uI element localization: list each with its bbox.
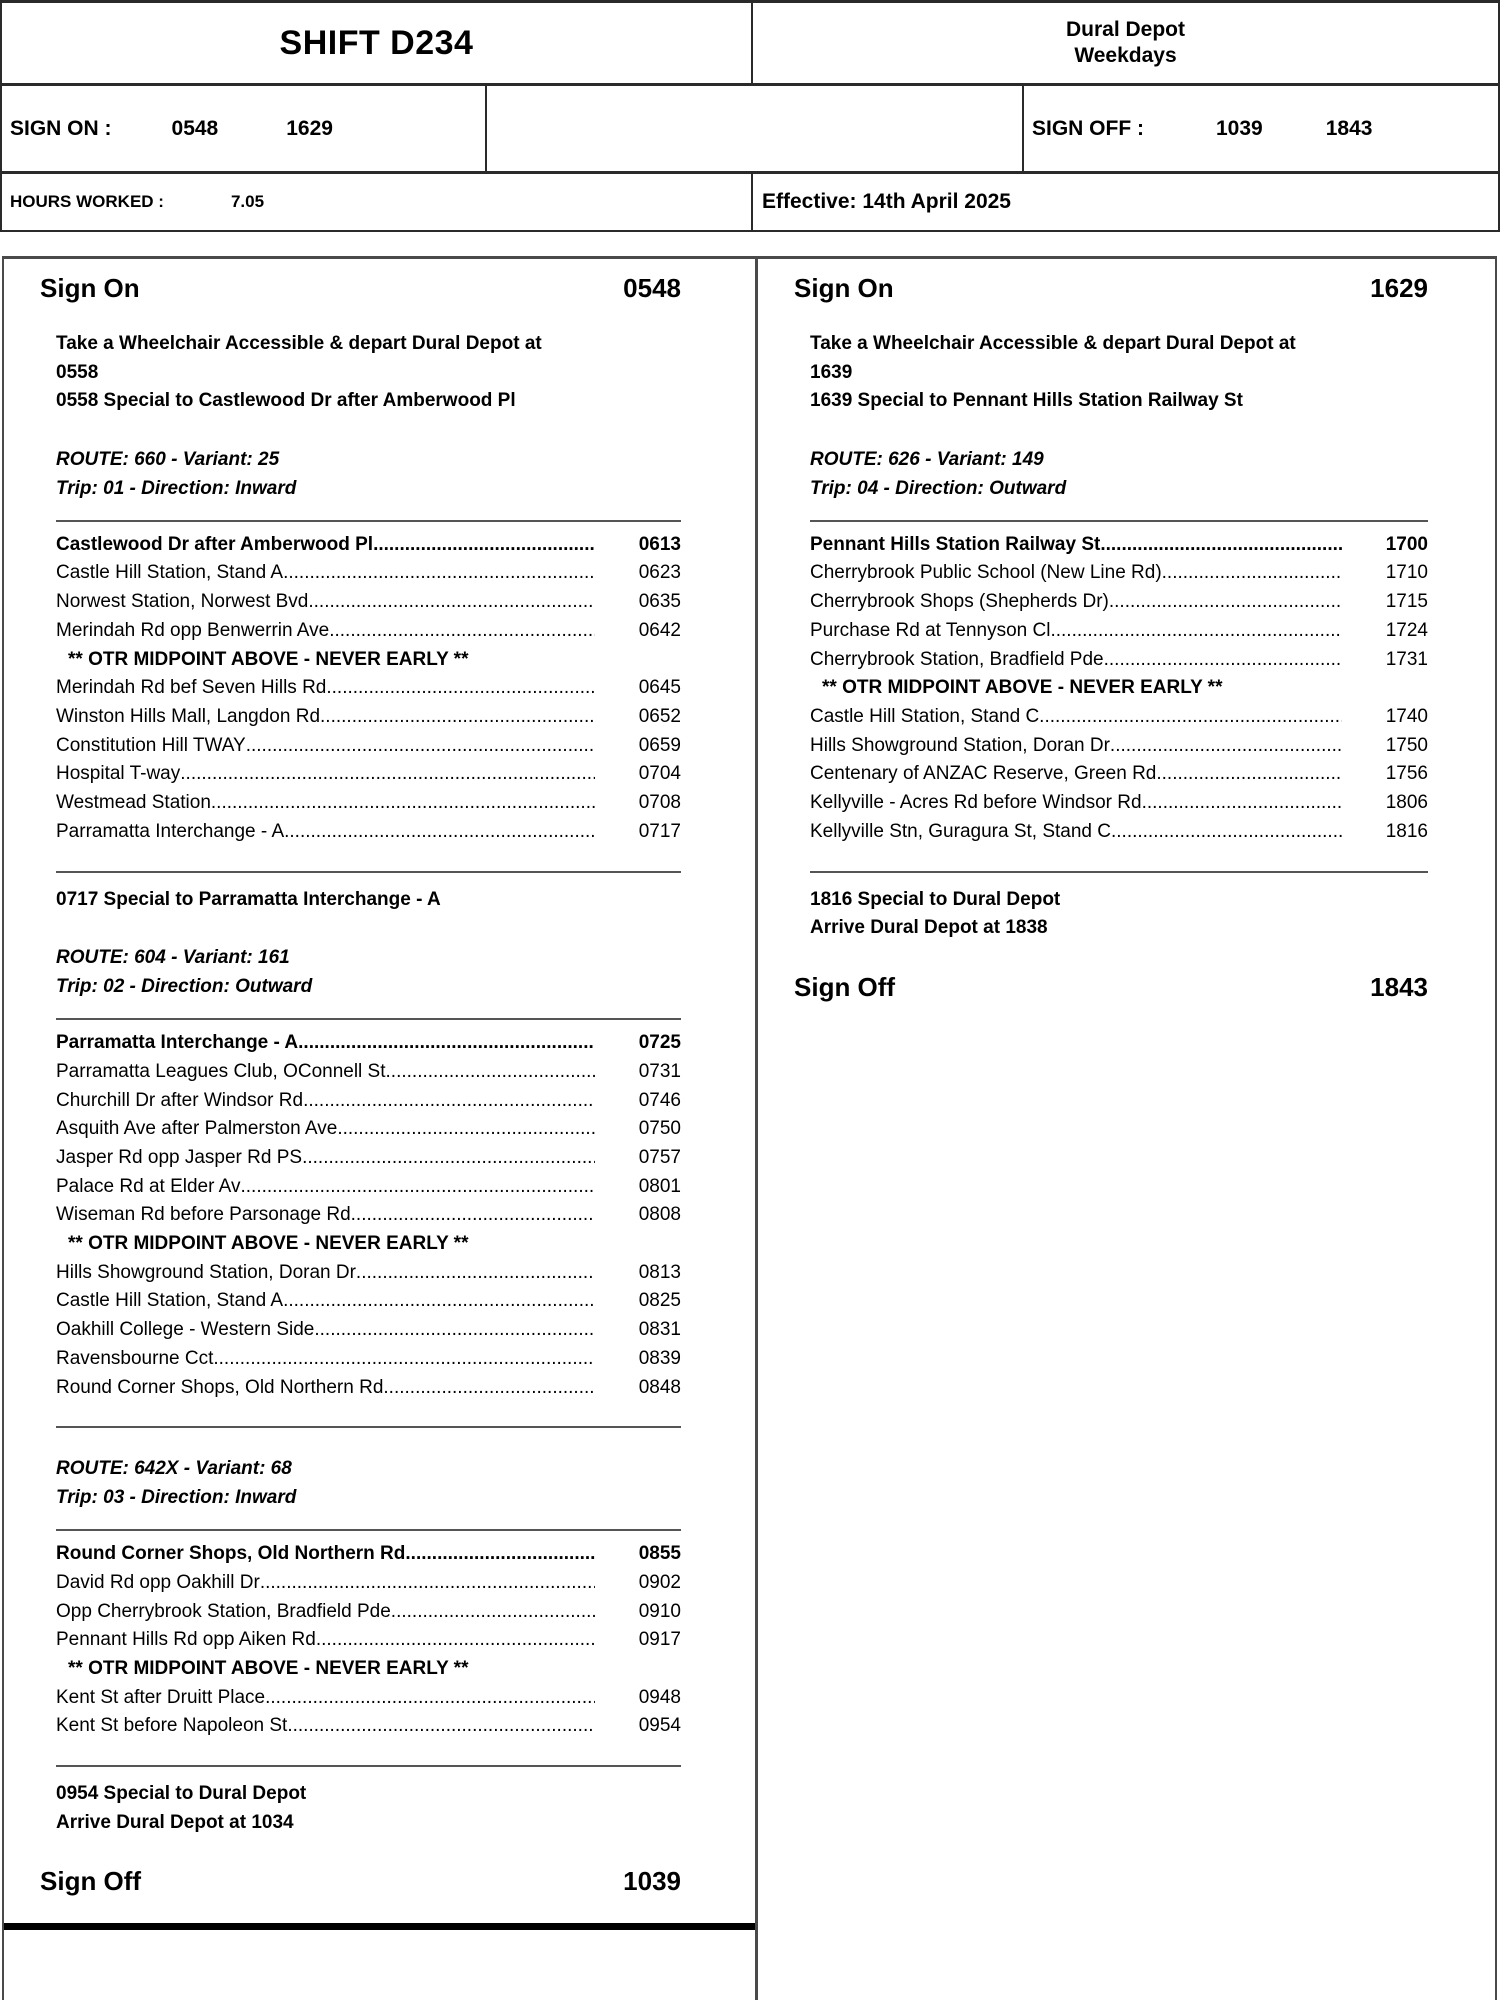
stop-row (56, 1598, 681, 1627)
stop-row (56, 1115, 681, 1144)
dot-leader (383, 1374, 595, 1403)
dot-leader (283, 1287, 595, 1316)
stop-name: Opp Cherrybrook Station, Bradfield Pde (56, 1600, 391, 1622)
note-line: Take a Wheelchair Accessible & depart Dural Depot at (810, 333, 1296, 354)
note-line: 0558 Special to Castlewood Dr after Amberwood Pl (56, 390, 516, 412)
dot-leader (211, 789, 595, 818)
effective-date: Effective: 14th April 2025 (762, 190, 1011, 213)
stop-name: Hills Showground Station, Doran Dr (56, 1261, 356, 1283)
route-trip-line: Trip: 03 - Direction: Inward (56, 1487, 297, 1509)
stop-row (56, 559, 681, 588)
stop-row (56, 1540, 681, 1569)
stop-row (56, 760, 681, 789)
header-row-hours (2, 174, 1498, 230)
stop-time: 0839 (638, 1347, 681, 1369)
header-row-signtimes (2, 86, 1498, 174)
shift-title: SHIFT D234 (279, 23, 474, 62)
stop-time: 0635 (638, 591, 681, 613)
dot-leader (308, 588, 595, 617)
dot-leader (260, 1569, 595, 1598)
stop-row (56, 1684, 681, 1713)
note-block (4, 330, 755, 416)
stop-row (56, 818, 681, 847)
stop-time: 0708 (638, 792, 681, 814)
route-trip-line: Trip: 04 - Direction: Outward (810, 477, 1067, 499)
day-type: Weekdays (1074, 44, 1177, 67)
dot-leader (1111, 818, 1342, 847)
stop-time: 1731 (1385, 648, 1428, 670)
dot-leader (1110, 732, 1342, 761)
sign-off-time-2: 1843 (1325, 116, 1373, 140)
stop-time: 0704 (638, 763, 681, 785)
stop-time: 0808 (638, 1204, 681, 1226)
stop-time: 0813 (638, 1261, 681, 1283)
hours-worked-cell (2, 174, 753, 230)
stop-list (758, 520, 1495, 873)
stop-time: 0645 (638, 677, 681, 699)
stop-name: Pennant Hills Rd opp Aiken Rd (56, 1629, 316, 1651)
stop-list (4, 520, 755, 873)
otr-midpoint-marker: ** OTR MIDPOINT ABOVE - NEVER EARLY ** (68, 1233, 469, 1255)
stop-time: 0948 (638, 1686, 681, 1708)
stop-row (810, 617, 1428, 646)
route-trip-line: ROUTE: 660 - Variant: 25 (56, 448, 280, 470)
stop-row (810, 818, 1428, 847)
stop-name: Castlewood Dr after Amberwood Pl (56, 533, 374, 555)
stop-list-bottom-rule (56, 1426, 681, 1428)
dot-leader (373, 531, 595, 560)
note-line: 0954 Special to Dural Depot (56, 1783, 307, 1805)
stop-name: Norwest Station, Norwest Bvd (56, 591, 309, 613)
note-line: Take a Wheelchair Accessible & depart Dural Depot at (56, 333, 542, 354)
stop-time: 0623 (638, 562, 681, 584)
sign-on-time-2: 1629 (286, 116, 333, 140)
dot-leader (329, 617, 595, 646)
stop-row (56, 1029, 681, 1058)
dot-leader (303, 1087, 595, 1116)
sign-on-cell (2, 86, 487, 171)
stop-time: 1724 (1385, 619, 1428, 641)
stop-name: Parramatta Interchange - A (56, 1032, 299, 1054)
dot-leader (1104, 646, 1342, 675)
route-trip-line: Trip: 01 - Direction: Inward (56, 477, 297, 499)
otr-midpoint-marker: ** OTR MIDPOINT ABOVE - NEVER EARLY ** (822, 677, 1223, 699)
stop-list-top-rule (56, 520, 681, 522)
note-block (758, 330, 1495, 416)
stop-row (810, 588, 1428, 617)
sign-time: 0548 (623, 273, 681, 303)
dot-leader (391, 1598, 595, 1627)
shift-detail-area (2, 256, 1500, 2000)
stop-name: Kellyville Stn, Guragura St, Stand C (810, 820, 1111, 842)
stop-list-bottom-rule (56, 1765, 681, 1767)
note-line: 0717 Special to Parramatta Interchange - A (56, 888, 441, 910)
stop-time: 1806 (1385, 792, 1428, 814)
stop-name: Winston Hills Mall, Langdon Rd (56, 706, 321, 727)
stop-row (56, 1173, 681, 1202)
stop-row (810, 531, 1428, 560)
hours-worked-label: HOURS WORKED : (10, 192, 164, 211)
note-block (4, 886, 755, 915)
stop-time: 1750 (1385, 734, 1428, 756)
route-header-block (758, 445, 1495, 503)
route-header-block (4, 943, 755, 1001)
stop-name: Castle Hill Station, Stand A (56, 562, 284, 584)
sign-off-row (4, 1866, 755, 1896)
dot-leader (283, 559, 595, 588)
sign-time: 1843 (1370, 971, 1428, 1002)
stop-name: Asquith Ave after Palmerston Ave (56, 1118, 338, 1140)
header-table (0, 0, 1500, 232)
sign-on-time-1: 0548 (171, 116, 219, 140)
depot-name: Dural Depot (1065, 18, 1185, 41)
stop-name: Hills Showground Station, Doran Dr (810, 734, 1110, 756)
sign-off-time-1: 1039 (1216, 116, 1263, 140)
effective-date-cell (753, 174, 1498, 230)
stop-row (56, 1058, 681, 1087)
dot-leader (356, 1259, 595, 1288)
stop-name: Cherrybrook Station, Bradfield Pde (810, 648, 1104, 670)
sign-label: Sign Off (794, 971, 896, 1002)
dot-leader (320, 703, 595, 732)
note-line: 1639 (810, 361, 853, 383)
otr-midpoint-marker: ** OTR MIDPOINT ABOVE - NEVER EARLY ** (68, 648, 469, 670)
stop-name: Pennant Hills Station Railway St (810, 533, 1101, 555)
dot-leader (246, 732, 595, 761)
stop-name: Round Corner Shops, Old Northern Rd (56, 1543, 406, 1565)
first-half-blocks (4, 273, 755, 1896)
stop-name: Cherrybrook Shops (Shepherds Dr) (810, 591, 1109, 613)
empty-cell (487, 86, 1024, 171)
stop-name: Kent St before Napoleon St (56, 1715, 288, 1737)
stop-row (56, 674, 681, 703)
stop-list (4, 1018, 755, 1428)
route-trip-line: ROUTE: 642X - Variant: 68 (56, 1458, 292, 1480)
stop-name: Churchill Dr after Windsor Rd (56, 1089, 304, 1111)
stop-row (810, 789, 1428, 818)
note-line: 0558 (56, 361, 99, 383)
dot-leader (265, 1684, 595, 1713)
stop-name: Hospital T-way (56, 763, 181, 785)
stop-row (56, 588, 681, 617)
stop-name: Merindah Rd bef Seven Hills Rd (56, 677, 327, 699)
dot-leader (351, 1201, 595, 1230)
stop-name: Cherrybrook Public School (New Line Rd) (810, 562, 1162, 584)
stop-row (56, 1626, 681, 1655)
stop-name: Castle Hill Station, Stand C (810, 706, 1040, 727)
sign-off-label: SIGN OFF : (1032, 116, 1144, 140)
stop-time: 1756 (1385, 763, 1428, 785)
stop-name: Jasper Rd opp Jasper Rd PS (56, 1146, 303, 1168)
stop-time: 0659 (638, 734, 681, 756)
stop-time: 0750 (638, 1118, 681, 1140)
first-half-column (2, 256, 758, 2000)
stop-list (4, 1529, 755, 1767)
stop-time: 0825 (638, 1290, 681, 1312)
stop-row (56, 1087, 681, 1116)
dot-leader (1050, 617, 1342, 646)
stop-time: 0731 (638, 1060, 681, 1082)
stop-name: Wiseman Rd before Parsonage Rd (56, 1204, 351, 1226)
stop-name: Kellyville - Acres Rd before Windsor Rd (810, 792, 1142, 814)
stop-row (810, 760, 1428, 789)
stop-time: 0801 (638, 1175, 681, 1197)
stop-row (56, 789, 681, 818)
stop-row (56, 1144, 681, 1173)
sign-off-cell (1024, 86, 1498, 171)
stop-row (56, 1287, 681, 1316)
stop-name: Centenary of ANZAC Reserve, Green Rd (810, 763, 1157, 785)
stop-row (810, 646, 1428, 675)
sign-on-label: SIGN ON : (10, 116, 112, 140)
stop-name: Parramatta Leagues Club, OConnell St (56, 1060, 386, 1082)
note-block (758, 886, 1495, 943)
note-line: Arrive Dural Depot at 1838 (810, 917, 1048, 939)
route-trip-line: ROUTE: 626 - Variant: 149 (810, 448, 1044, 470)
stop-time: 1740 (1385, 706, 1428, 727)
stop-row (56, 703, 681, 732)
stop-name: Ravensbourne Cct (56, 1347, 214, 1369)
stop-time: 0902 (638, 1571, 681, 1593)
stop-row (56, 1569, 681, 1598)
stop-time: 0725 (638, 1032, 681, 1054)
stop-time: 0954 (638, 1715, 681, 1737)
dot-leader (298, 1029, 595, 1058)
sign-time: 1039 (623, 1866, 681, 1897)
dot-leader (1109, 588, 1342, 617)
dot-leader (1162, 559, 1342, 588)
dot-leader (1039, 703, 1342, 732)
sign-label: Sign On (794, 273, 894, 303)
stop-time: 0917 (638, 1629, 681, 1651)
stop-name: Palace Rd at Elder Av (56, 1175, 241, 1197)
stop-name: Constitution Hill TWAY (56, 734, 246, 756)
stop-name: Merindah Rd opp Benwerrin Ave (56, 619, 330, 641)
stop-name: David Rd opp Oakhill Dr (56, 1571, 260, 1593)
second-half-blocks (758, 273, 1495, 1002)
sign-off-row (758, 972, 1495, 1002)
stop-time: 1700 (1385, 533, 1428, 555)
note-line: 1639 Special to Pennant Hills Station Railway St (810, 390, 1243, 412)
stop-name: Oakhill College - Western Side (56, 1319, 315, 1341)
shift-end-rule (4, 1923, 755, 1930)
dot-leader (287, 1712, 595, 1741)
dot-leader (1142, 789, 1342, 818)
stop-row (810, 559, 1428, 588)
dot-leader (213, 1345, 595, 1374)
sign-on-row (4, 273, 755, 303)
stop-row (56, 1201, 681, 1230)
stop-row (56, 617, 681, 646)
stop-list-bottom-rule (810, 871, 1428, 873)
depot-cell (753, 3, 1498, 83)
stop-list-top-rule (56, 1018, 681, 1020)
stop-row (810, 703, 1428, 732)
stop-row (56, 1316, 681, 1345)
stop-row (56, 531, 681, 560)
dot-leader (314, 1316, 595, 1345)
stop-time: 0855 (638, 1543, 681, 1565)
route-trip-line: ROUTE: 604 - Variant: 161 (56, 947, 290, 969)
stop-time: 1710 (1385, 562, 1428, 584)
stop-name: Round Corner Shops, Old Northern Rd (56, 1376, 384, 1398)
stop-time: 0717 (638, 820, 681, 842)
stop-time: 1816 (1385, 820, 1428, 842)
stop-time: 0642 (638, 619, 681, 641)
stop-row (810, 732, 1428, 761)
stop-time: 0757 (638, 1146, 681, 1168)
stop-name: Westmead Station (56, 792, 211, 814)
dot-leader (326, 674, 595, 703)
sign-time: 1629 (1370, 273, 1428, 303)
sign-label: Sign Off (40, 1866, 142, 1897)
stop-time: 0910 (638, 1600, 681, 1622)
otr-midpoint-marker: ** OTR MIDPOINT ABOVE - NEVER EARLY ** (68, 1658, 469, 1680)
dot-leader (180, 760, 595, 789)
route-trip-line: Trip: 02 - Direction: Outward (56, 976, 313, 998)
dot-leader (316, 1626, 595, 1655)
dot-leader (337, 1115, 595, 1144)
stop-name: Castle Hill Station, Stand A (56, 1290, 284, 1312)
stop-row (56, 1374, 681, 1403)
stop-time: 0831 (638, 1319, 681, 1341)
sign-on-row (758, 273, 1495, 303)
stop-time: 0613 (638, 533, 681, 555)
note-block (4, 1780, 755, 1837)
stop-list-top-rule (810, 520, 1428, 522)
stop-time: 1715 (1385, 591, 1428, 613)
second-half-column (758, 256, 1497, 2000)
stop-time: 0652 (638, 706, 681, 727)
stop-name: Parramatta Interchange - A (56, 820, 285, 842)
stop-name: Purchase Rd at Tennyson Cl (810, 619, 1051, 641)
dot-leader (405, 1540, 595, 1569)
stop-list-top-rule (56, 1529, 681, 1531)
note-line: 1816 Special to Dural Depot (810, 888, 1061, 910)
stop-row (56, 1259, 681, 1288)
dot-leader (284, 818, 595, 847)
stop-time: 0746 (638, 1089, 681, 1111)
sign-label: Sign On (40, 273, 140, 303)
stop-row (56, 1712, 681, 1741)
stop-list-bottom-rule (56, 871, 681, 873)
dot-leader (240, 1173, 595, 1202)
route-header-block (4, 445, 755, 503)
route-header-block (4, 1454, 755, 1512)
dot-leader (386, 1058, 595, 1087)
dot-leader (1100, 531, 1342, 560)
dot-leader (1156, 760, 1342, 789)
stop-name: Kent St after Druitt Place (56, 1686, 266, 1708)
note-line: Arrive Dural Depot at 1034 (56, 1811, 294, 1833)
stop-time: 0848 (638, 1376, 681, 1398)
shift-title-cell (2, 3, 753, 83)
stop-row (56, 732, 681, 761)
header-row-title (2, 3, 1498, 86)
hours-worked-value: 7.05 (230, 192, 265, 211)
stop-row (56, 1345, 681, 1374)
dot-leader (302, 1144, 595, 1173)
